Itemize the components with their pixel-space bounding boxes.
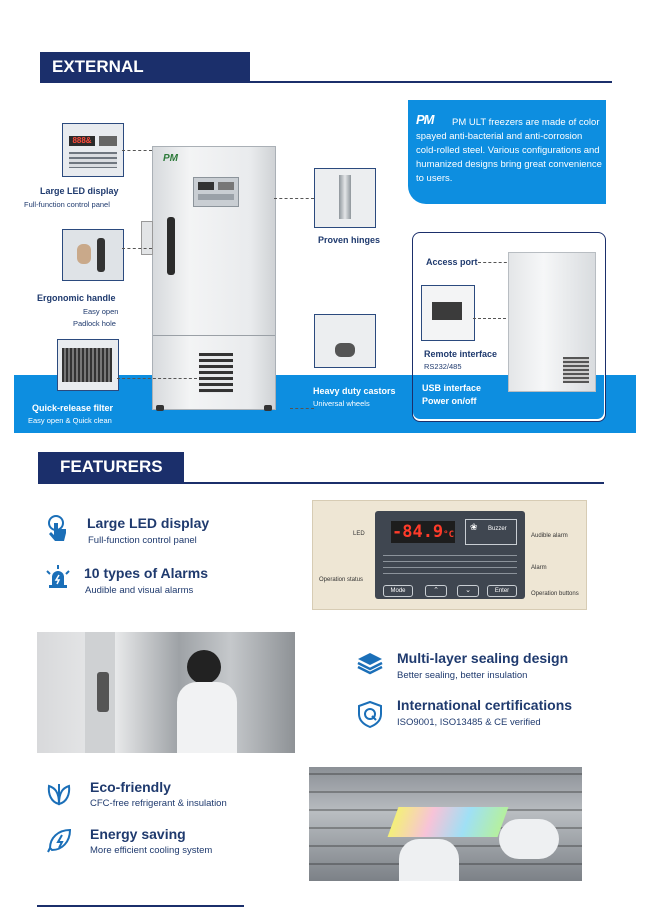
- leaf-icon: [45, 780, 73, 813]
- feature-sub-led: Full-function control panel: [88, 535, 197, 546]
- layers-icon: [356, 651, 384, 680]
- down-button[interactable]: ⌄: [457, 585, 479, 597]
- feature-sub-energy: More efficient cooling system: [90, 845, 213, 856]
- power-label: Power on/off: [422, 396, 477, 406]
- remote-interface-thumbnail: [421, 285, 475, 341]
- panel-label-led: LED: [353, 531, 365, 537]
- feature-title-eco: Eco-friendly: [90, 779, 171, 795]
- panel-label-audible: Audible alarm: [531, 533, 568, 539]
- feature-sub-alarms: Audible and visual alarms: [85, 585, 194, 596]
- castor-left: [156, 405, 164, 411]
- access-port-label: Access port: [426, 257, 478, 267]
- intro-text: PM ULT freezers are made of color spayed anti-bacterial and anti-corrosion cold-rolled steel. Various configurations and humanized designs bring great convenience to users.: [416, 117, 602, 184]
- section-title: EXTERNAL STRUCTURE: [52, 57, 157, 106]
- led-readout: 888&: [69, 136, 95, 146]
- energy-icon: [46, 826, 74, 859]
- led-display-thumbnail: [62, 123, 124, 177]
- external-structure-heading: [40, 52, 250, 106]
- feature-title-sealing: Multi-layer sealing design: [397, 650, 569, 666]
- footer-rule: [37, 905, 244, 907]
- panel-label-status: Operation status: [319, 577, 364, 583]
- mode-button[interactable]: [383, 585, 413, 597]
- freezer-side-hinge: [141, 221, 153, 255]
- rear-freezer-illustration: [508, 252, 596, 392]
- pm-logo: PM: [416, 112, 434, 127]
- feature-sub-eco: CFC-free refrigerant & insulation: [90, 798, 227, 809]
- freezer-door-split: [153, 335, 275, 336]
- feature-sub-sealing: Better sealing, better insulation: [397, 670, 528, 681]
- freezer-logo: PM: [163, 153, 178, 164]
- freezer-handle: [167, 217, 175, 275]
- mode-button-label: Mode: [390, 588, 406, 594]
- freezer-vent: [199, 353, 233, 393]
- castor-thumbnail: [314, 314, 376, 368]
- leader-remote: [473, 318, 511, 319]
- handle-callout-title: Ergonomic handle: [37, 293, 116, 303]
- filter-callout-sub: Easy open & Quick clean: [28, 416, 112, 425]
- certificate-icon: [357, 700, 383, 733]
- alarm-icon: [44, 563, 72, 596]
- enter-button[interactable]: [487, 585, 517, 597]
- leader-hinge: [274, 198, 314, 199]
- freezer-control-panel: [193, 177, 239, 207]
- buzzer-box: ❀ Buzzer: [465, 519, 517, 545]
- led-callout-title: Large LED display: [40, 186, 119, 196]
- leader-castor: [290, 408, 314, 409]
- buzzer-label: Buzzer: [488, 526, 507, 532]
- panel-label-buttons: Operation buttons: [531, 591, 579, 597]
- up-button[interactable]: ⌃: [425, 585, 447, 597]
- heading-rule: [40, 81, 612, 83]
- filter-thumbnail: [57, 339, 119, 391]
- panel-label-alarm: Alarm: [531, 565, 547, 571]
- castors-callout-title: Heavy duty castors: [313, 386, 396, 396]
- panel-readout-value: -84.9: [391, 522, 444, 542]
- enter-button-label: Enter: [494, 588, 510, 594]
- feature-sub-certifications: ISO9001, ISO13485 & CE verified: [397, 717, 541, 728]
- freezer-illustration: [152, 146, 276, 410]
- lab-photo: [37, 632, 295, 753]
- control-panel-image: [312, 500, 587, 610]
- intro-text-block: [416, 112, 602, 186]
- handle-callout-sub2: Padlock hole: [73, 319, 116, 328]
- led-callout-sub: Full-function control panel: [24, 200, 110, 209]
- features-rule: [38, 482, 604, 484]
- remote-interface-label: Remote interface: [424, 349, 498, 359]
- leader-handle: [122, 248, 152, 249]
- panel-readout: [391, 521, 455, 543]
- castor-right: [264, 405, 272, 411]
- hinges-callout-title: Proven hinges: [318, 235, 381, 245]
- handle-thumbnail: [62, 229, 124, 281]
- panel-readout-unit: °C: [443, 530, 455, 540]
- castors-callout-sub: Universal wheels: [313, 399, 370, 408]
- remote-interface-sub: RS232/485: [424, 362, 462, 371]
- hinge-thumbnail: [314, 168, 376, 228]
- feature-title-alarms: 10 types of Alarms: [84, 565, 208, 581]
- handle-callout-sub1: Easy open: [83, 307, 119, 316]
- sample-rack-photo: [309, 767, 582, 881]
- panel-status-rows: [383, 555, 517, 579]
- feature-title-certifications: International certifications: [397, 697, 573, 713]
- feature-title-energy: Energy saving: [90, 826, 186, 842]
- touch-icon: [44, 514, 70, 547]
- leader-led: [122, 150, 152, 151]
- section-title: FEATURERS: [60, 457, 163, 476]
- usb-interface-label: USB interface: [422, 383, 482, 393]
- leader-filter: [117, 378, 197, 379]
- leader-access-port: [478, 262, 512, 263]
- features-heading: [38, 452, 184, 482]
- feature-title-led: Large LED display: [87, 515, 210, 531]
- filter-callout-title: Quick-release filter: [32, 403, 114, 413]
